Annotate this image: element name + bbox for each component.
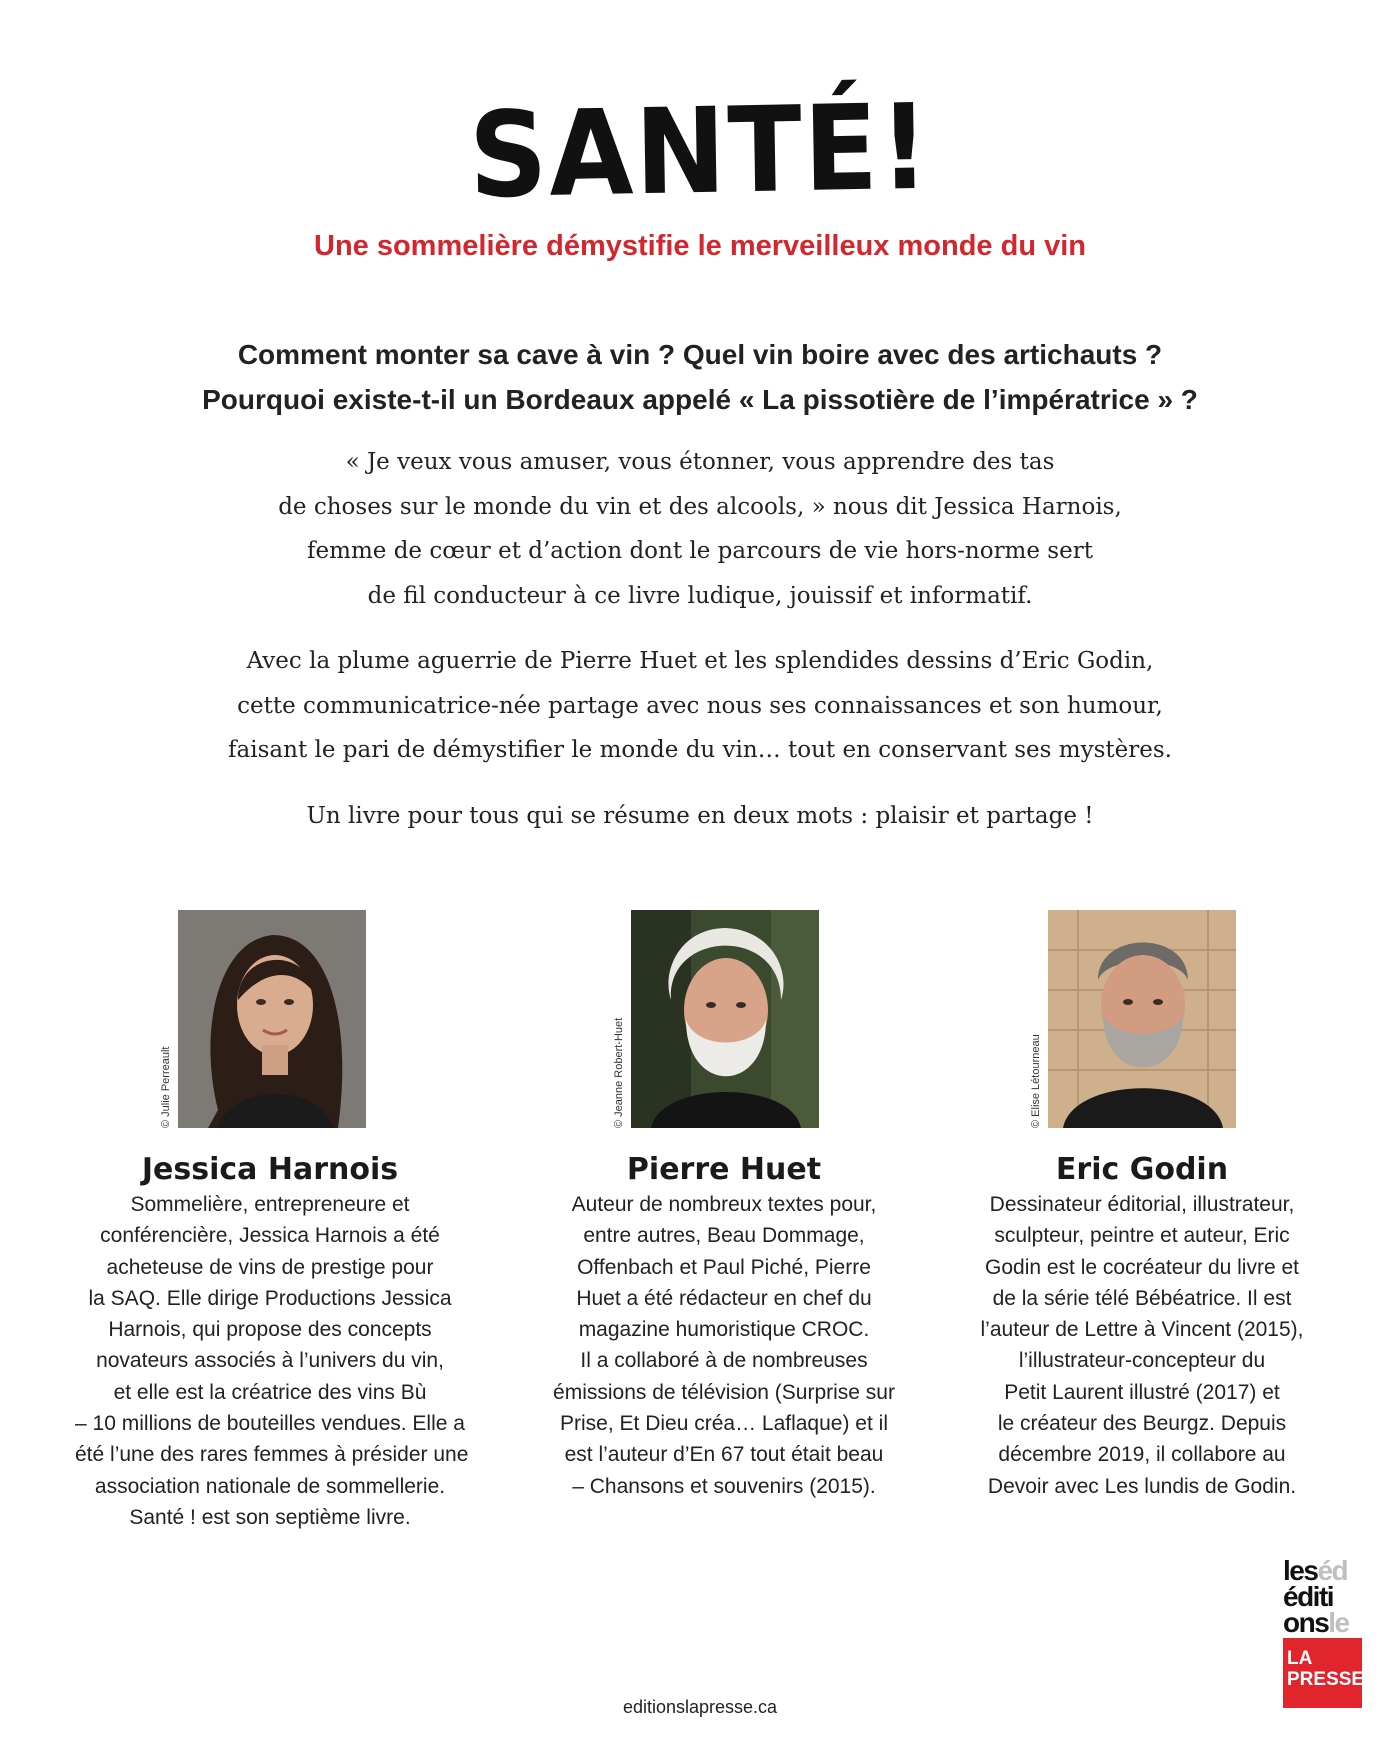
bio-line: Godin est le cocréateur du livre et [985, 1255, 1299, 1279]
author-bio [947, 1189, 1337, 1502]
bio-line: sculpteur, peintre et auteur, Eric [994, 1224, 1290, 1248]
bio-line: Huet a été rédacteur en chef du [576, 1286, 872, 1310]
bio-line: association nationale de sommellerie. [94, 1474, 446, 1498]
bio-line: de la série télé Bébéatrice. Il est [992, 1286, 1292, 1310]
bio-line: Auteur de nombreux textes pour, [571, 1193, 877, 1216]
photo-eric-godin [1048, 910, 1236, 1128]
paragraph-line: « Je veux vous amuser, vous étonner, vous apprendre des tas [345, 449, 1055, 475]
publisher-logo [1283, 1558, 1365, 1708]
bio-line: émissions de télévision (Surprise sur [553, 1380, 895, 1404]
bio-line: acheteuse de vins de prestige pour [106, 1255, 434, 1279]
logo-red-block: LA PRESSE [1283, 1638, 1362, 1708]
question-line: Comment monter sa cave à vin ? Quel vin boire avec des artichauts ? [237, 339, 1163, 370]
author-bio [529, 1189, 919, 1502]
logo-wordmark: leséd éditi onsle [1283, 1558, 1349, 1638]
paragraph-line: Avec la plume aguerrie de Pierre Huet et les splendides dessins d’Eric Godin, [246, 648, 1154, 674]
author-eric-godin [947, 1152, 1337, 1502]
author-name: Jessica Harnois [141, 1152, 399, 1187]
bio-line: – 10 millions de bouteilles vendues. Elle a [75, 1412, 465, 1436]
bio-line: magazine humoristique CROC. [578, 1318, 870, 1342]
photo-credit: © Elise Létourneau [1030, 1034, 1042, 1128]
bio-line: l’auteur de Lettre à Vincent (2015), [980, 1318, 1304, 1342]
photo-credit: © Julie Perreault [160, 1046, 172, 1128]
bio-line: novateurs associés à l’univers du vin, [96, 1349, 444, 1373]
bio-line: Il a collaboré à de nombreuses [580, 1349, 868, 1373]
bio-line: est l’auteur d’En 67 tout était beau [564, 1443, 884, 1467]
author-name: Pierre Huet [626, 1152, 822, 1187]
photo-jessica-harnois [178, 910, 366, 1128]
author-jessica-harnois [75, 1152, 469, 1533]
second-paragraph [0, 639, 1400, 773]
bio-line: la SAQ. Elle dirige Productions Jessica [88, 1286, 452, 1310]
bio-line: Harnois, qui propose des concepts [108, 1318, 432, 1342]
teaser-questions [0, 332, 1400, 422]
bio-line: été l’une des rares femmes à présider une [75, 1443, 469, 1467]
paragraph-line: de choses sur le monde du vin et des alcools, » nous dit Jessica Harnois, [278, 493, 1122, 520]
bio-line: l’illustrateur-concepteur du [1018, 1349, 1266, 1373]
paragraph-line: femme de cœur et d’action dont le parcours de vie hors-norme sert [307, 538, 1093, 564]
publisher-url[interactable]: editionslapresse.ca [622, 1697, 778, 1717]
bio-line: Santé ! est son septième livre. [129, 1505, 411, 1529]
bio-line: – Chansons et souvenirs (2015). [572, 1474, 876, 1498]
paragraph-line: de fil conducteur à ce livre ludique, jouissif et informatif. [367, 582, 1033, 609]
bio-line: Sommelière, entrepreneure et [130, 1193, 410, 1216]
bio-line: Dessinateur éditorial, illustrateur, [989, 1193, 1295, 1216]
photo-pierre-huet [631, 910, 819, 1128]
book-title: SANTÉ! [468, 77, 932, 225]
bio-line: entre autres, Beau Dommage, [583, 1224, 865, 1248]
bio-line: Petit Laurent illustré (2017) et [1004, 1380, 1280, 1404]
intro-paragraph [0, 440, 1400, 618]
paragraph-line: cette communicatrice-née partage avec nous ses connaissances et son humour, [237, 692, 1163, 719]
bio-line: Devoir avec Les lundis de Godin. [987, 1474, 1297, 1498]
bio-line: le créateur des Beurgz. Depuis [997, 1412, 1287, 1436]
bio-line: Prise, Et Dieu créa… Laflaque) et il [560, 1412, 888, 1436]
author-name: Eric Godin [1055, 1152, 1229, 1187]
paragraph-line: faisant le pari de démystifier le monde du vin… tout en conservant ses mystères. [228, 737, 1172, 763]
photo-credit: © Jeanne Robert-Huet [613, 1017, 625, 1128]
closing-line: Un livre pour tous qui se résume en deux mots : plaisir et partage ! [306, 803, 1094, 829]
question-line: Pourquoi existe-t-il un Bordeaux appelé « La pissotière de l’impératrice » ? [202, 384, 1198, 415]
author-bio [75, 1189, 469, 1533]
author-pierre-huet [529, 1152, 919, 1502]
bio-line: décembre 2019, il collabore au [998, 1443, 1286, 1467]
bio-line: conférencière, Jessica Harnois a été [100, 1224, 440, 1248]
book-subtitle: Une sommelière démystifie le merveilleux monde du vin [314, 230, 1086, 262]
bio-line: et elle est la créatrice des vins Bù [113, 1380, 427, 1404]
bio-line: Offenbach et Paul Piché, Pierre [577, 1255, 871, 1279]
